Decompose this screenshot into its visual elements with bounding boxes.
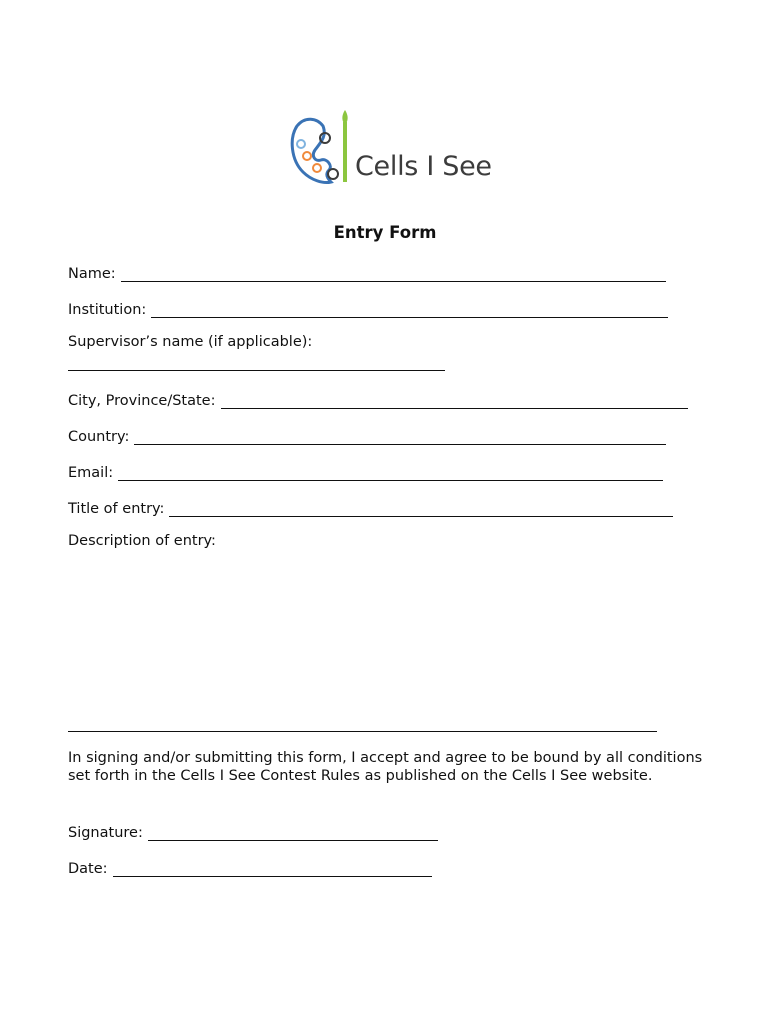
entry-title-line[interactable] — [169, 502, 673, 517]
brush-tip — [342, 110, 347, 124]
description-label: Description of entry: — [68, 533, 216, 549]
agreement-text: In signing and/or submitting this form, I accept and agree to be bound by all conditions set forth in the Cells I See Contest Rules as published on the Cells I See website. — [68, 750, 703, 784]
orange-paint-dot — [303, 152, 311, 160]
date-line[interactable] — [113, 862, 432, 877]
orange-paint-dot-2 — [313, 164, 321, 172]
institution-field[interactable] — [68, 298, 668, 318]
supervisor-line[interactable] — [68, 369, 445, 371]
city-label: City, Province/State: — [68, 393, 216, 409]
country-field[interactable] — [68, 425, 666, 445]
signature-line[interactable] — [148, 826, 438, 841]
brush-handle — [343, 122, 347, 182]
city-line[interactable] — [221, 394, 689, 409]
logo-text: Cells I See — [355, 151, 492, 182]
institution-label: Institution: — [68, 302, 147, 318]
email-field[interactable] — [68, 461, 663, 481]
date-label: Date: — [68, 861, 108, 877]
cells-i-see-logo — [287, 108, 492, 188]
blue-paint-dot — [297, 140, 305, 148]
name-label: Name: — [68, 266, 116, 282]
institution-line[interactable] — [151, 303, 668, 318]
signature-label: Signature: — [68, 825, 143, 841]
form-title: Entry Form — [333, 223, 437, 242]
date-field[interactable] — [68, 857, 432, 877]
entry-title-field[interactable] — [68, 497, 673, 517]
country-label: Country: — [68, 429, 130, 445]
palette-outline — [292, 119, 331, 182]
supervisor-label: Supervisor’s name (if applicable): — [68, 334, 313, 350]
dark-paint-dot-2 — [328, 169, 338, 179]
country-line[interactable] — [134, 430, 666, 445]
name-field[interactable] — [68, 262, 666, 282]
email-label: Email: — [68, 465, 114, 481]
signature-field[interactable] — [68, 821, 438, 841]
email-line[interactable] — [118, 466, 663, 481]
city-field[interactable] — [68, 389, 688, 409]
name-line[interactable] — [121, 267, 666, 282]
description-line[interactable] — [68, 730, 657, 732]
entry-title-label: Title of entry: — [68, 501, 165, 517]
